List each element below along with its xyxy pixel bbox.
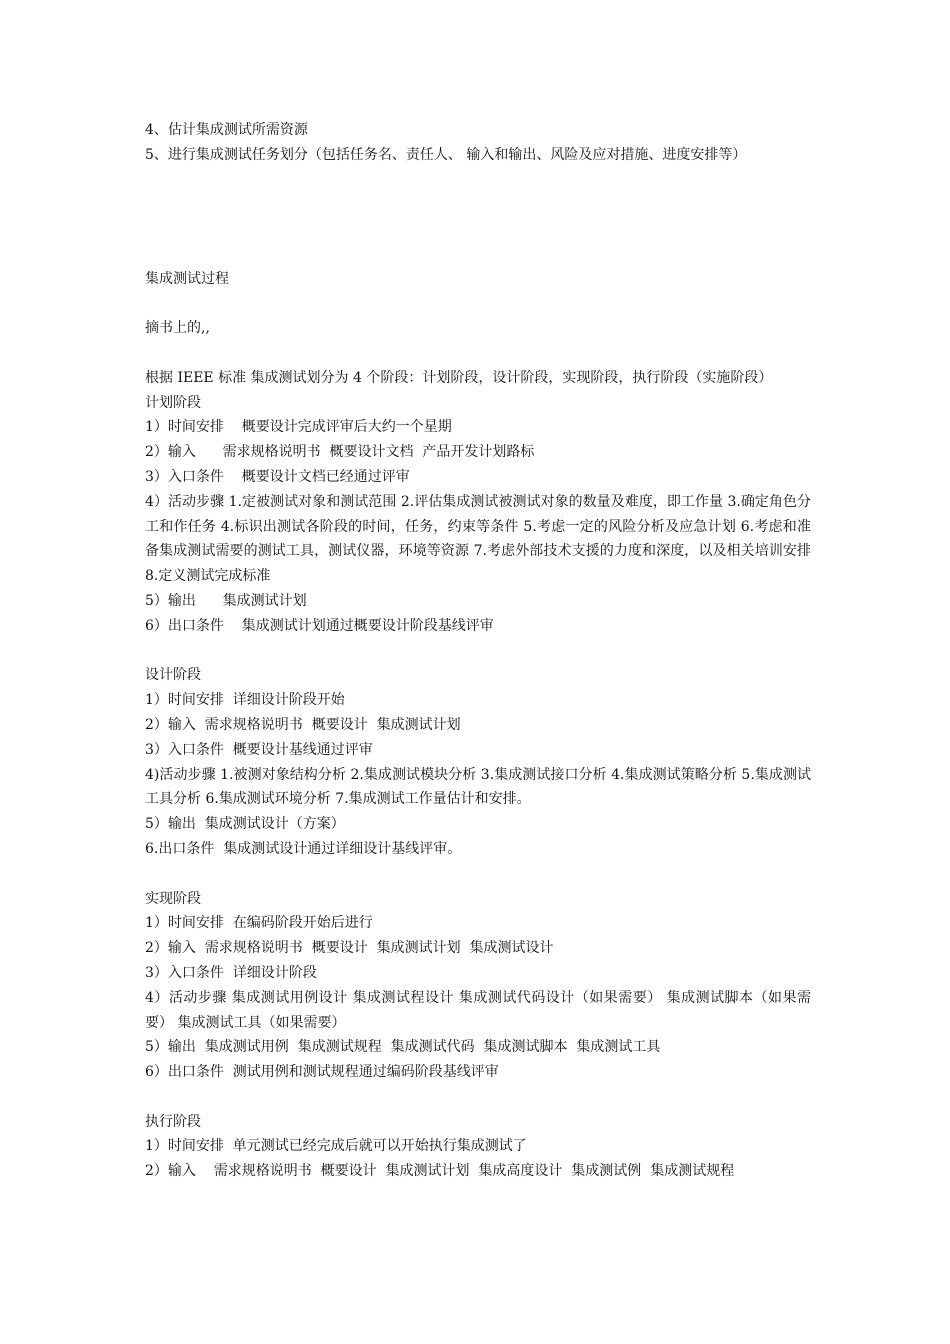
plan-phase-title: 计划阶段 xyxy=(145,394,201,411)
implement-item: 6）出口条件 测试用例和测试规程通过编码阶段基线评审 xyxy=(145,1064,499,1081)
design-item: 5）输出 集成测试设计（方案） xyxy=(145,816,345,833)
implement-phase-title: 实现阶段 xyxy=(145,890,201,907)
plan-item: 6）出口条件 集成测试计划通过概要设计阶段基线评审 xyxy=(145,617,494,634)
implement-item: 2）输入 需求规格说明书 概要设计 集成测试计划 集成测试设计 xyxy=(145,940,554,957)
section-title: 集成测试过程 xyxy=(145,270,229,287)
plan-item: 3）入口条件 概要设计文档已经通过评审 xyxy=(145,468,410,485)
execute-phase-title: 执行阶段 xyxy=(145,1113,201,1130)
document-page xyxy=(145,118,811,1184)
design-activities: 4)活动步骤 1.被测对象结构分析 2.集成测试模块分析 3.集成测试接口分析 4.集成测试策略分析 5.集成测试工具分析 6.集成测试环境分析 7.集成测试工作量估计和安排。 xyxy=(145,766,811,808)
implement-item: 3）入口条件 详细设计阶段 xyxy=(145,964,317,981)
implement-item: 1）时间安排 在编码阶段开始后进行 xyxy=(145,915,373,932)
design-item: 1）时间安排 详细设计阶段开始 xyxy=(145,692,345,709)
source-note: 摘书上的,, xyxy=(145,320,210,337)
implement-item: 5）输出 集成测试用例 集成测试规程 集成测试代码 集成测试脚本 集成测试工具 xyxy=(145,1039,661,1056)
execute-item: 2）输入 需求规格说明书 概要设计 集成测试计划 集成高度设计 集成测试例 集成测试规程 xyxy=(145,1163,735,1180)
plan-item: 5）输出 集成测试计划 xyxy=(145,592,307,609)
execute-item: 1）时间安排 单元测试已经完成后就可以开始执行集成测试了 xyxy=(145,1138,527,1155)
intro-paragraph: 根据 IEEE 标准 集成测试划分为 4 个阶段：计划阶段，设计阶段，实现阶段，执行阶段（实施阶段） xyxy=(145,369,773,386)
plan-item: 1）时间安排 概要设计完成评审后大约一个星期 xyxy=(145,419,452,436)
design-item: 6.出口条件 集成测试设计通过详细设计基线评审。 xyxy=(145,840,462,857)
plan-item: 2）输入 需求规格说明书 概要设计文档 产品开发计划路标 xyxy=(145,444,535,461)
list-item: 5、进行集成测试任务划分（包括任务名、责任人、 输入和输出、风险及应对措施、进度安排等） xyxy=(145,146,747,163)
implement-activities: 4）活动步骤 集成测试用例设计 集成测试程设计 集成测试代码设计（如果需要） 集成测试脚本（如果需要） 集成测试工具（如果需要） xyxy=(145,989,811,1031)
design-phase-title: 设计阶段 xyxy=(145,667,201,684)
list-item: 4、估计集成测试所需资源 xyxy=(145,122,308,138)
design-item: 3）入口条件 概要设计基线通过评审 xyxy=(145,741,373,758)
design-item: 2）输入 需求规格说明书 概要设计 集成测试计划 xyxy=(145,716,461,733)
plan-activities: 4）活动步骤 1.定被测试对象和测试范围 2.评估集成测试被测试对象的数量及难度，即工作量 3.确定角色分工和作任务 4.标识出测试各阶段的时间，任务，约束等条件 5.考虑一定的风险分析及应急计划 6.考虑和准备集成测试需要的测试工具，测试仪器，环境等资源 7.考虑外部技术支援的力度和深度，以及相关培训安排 8.定义测试完成标准 xyxy=(145,493,811,585)
